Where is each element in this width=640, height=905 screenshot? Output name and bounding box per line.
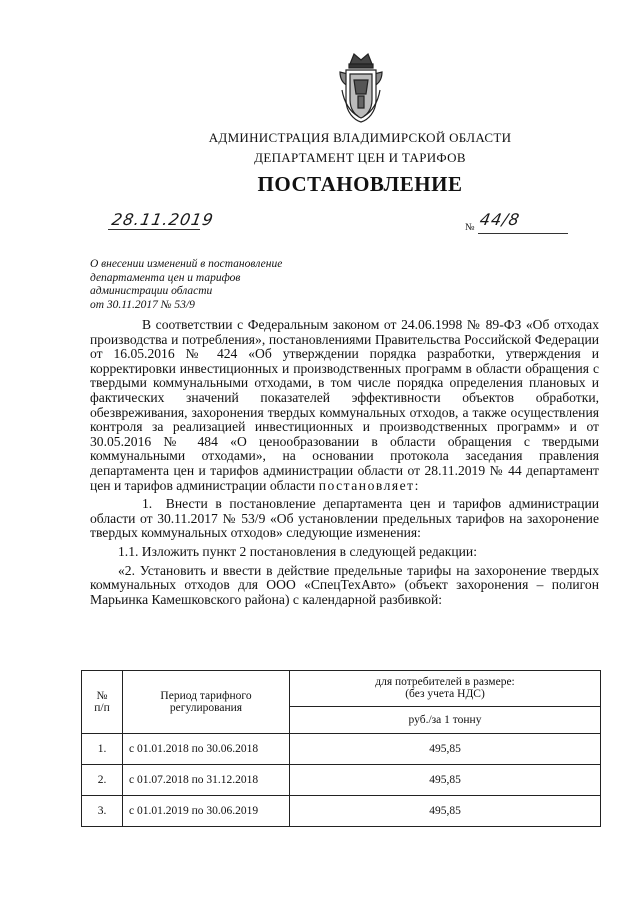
row-period: с 01.01.2018 по 30.06.2018 <box>123 734 290 765</box>
document-date: 28.11.2019 <box>110 210 216 229</box>
table-row <box>82 765 601 796</box>
subject-line: администрации области <box>90 285 213 297</box>
document-subject <box>90 258 350 312</box>
row-period: с 01.01.2019 по 30.06.2019 <box>123 796 290 827</box>
row-number: 1. <box>82 734 123 765</box>
document-body <box>90 318 599 607</box>
subject-line: от 30.11.2017 № 53/9 <box>90 298 195 311</box>
header-period: Период тарифного регулирования <box>123 671 290 734</box>
header-unit: руб./за 1 тонну <box>290 706 601 733</box>
table-row <box>82 734 601 765</box>
header-consumers: для потребителей в размере: (без учета НДС) <box>290 671 601 707</box>
row-period: с 01.07.2018 по 31.12.2018 <box>123 765 290 796</box>
tariff-table <box>81 670 601 827</box>
table-header-row <box>82 671 601 707</box>
preamble-text: В соответствии с Федеральным законом от 24.06.1998 № 89-ФЗ «Об отходах производства и потребления», постановлениями Правительства Российской Федерации от 16.05.2016 № 424 «Об утверждении порядка разработки, утверждения и корректировки инвестиционных и производственных программ в области обращения с твердыми коммунальными отходами, в том числе порядка определения плановых и фактических значений показателей эффективности объектов обработки, обезвреживания, захоронения твердых коммунальных отходов, а также осуществления контроля за реализацией инвестиционных и производственных программ» и от 30.05.2016 № 484 «О ценообразовании в области обращения с твердыми коммунальными отходами», на основании протокола заседания правления департамента цен и тарифов администрации области от 28.11.2019 № 44 департамент цен и тарифов администрации области <box>90 317 599 493</box>
subject-line: департамента цен и тарифов <box>90 271 241 284</box>
department-name: ДЕПАРТАМЕНТ ЦЕН И ТАРИФОВ <box>254 150 466 165</box>
row-value: 495,85 <box>290 796 601 827</box>
row-number: 2. <box>82 765 123 796</box>
row-number: 3. <box>82 796 123 827</box>
coat-of-arms-icon <box>336 50 386 126</box>
number-underline <box>478 233 568 234</box>
preamble-paragraph <box>90 318 599 493</box>
item-1-1: 1.1. Изложить пункт 2 постановления в следующей редакции: <box>118 543 477 559</box>
item-1: 1. Внести в постановление департамента цен и тарифов администрации области от 30.11.2017 № 53/9 «Об установлении предельных тарифов на захоронение твердых коммунальных отходов» следующие изменения: <box>90 496 599 541</box>
subject-line: О внесении изменений в постановление <box>90 258 283 270</box>
table-row <box>82 796 601 827</box>
item-2: «2. Установить и ввести в действие предельные тарифы на захоронение твердых коммунальных отходов для ООО «СпецТехАвто» (объект захоронения – полигон Марьинка Камешковского района) с календарной разбивкой: <box>90 562 599 607</box>
organization-name: АДМИНИСТРАЦИЯ ВЛАДИМИРСКОЙ ОБЛАСТИ <box>208 130 512 145</box>
row-value: 495,85 <box>290 734 601 765</box>
row-value: 495,85 <box>290 765 601 796</box>
decree-word: постановляет: <box>318 477 420 493</box>
header-number: № п/п <box>82 671 123 734</box>
document-title: ПОСТАНОВЛЕНИЕ <box>257 172 463 196</box>
document-number: 44/8 <box>478 210 522 229</box>
date-underline <box>108 229 200 230</box>
number-label: № <box>465 222 475 233</box>
